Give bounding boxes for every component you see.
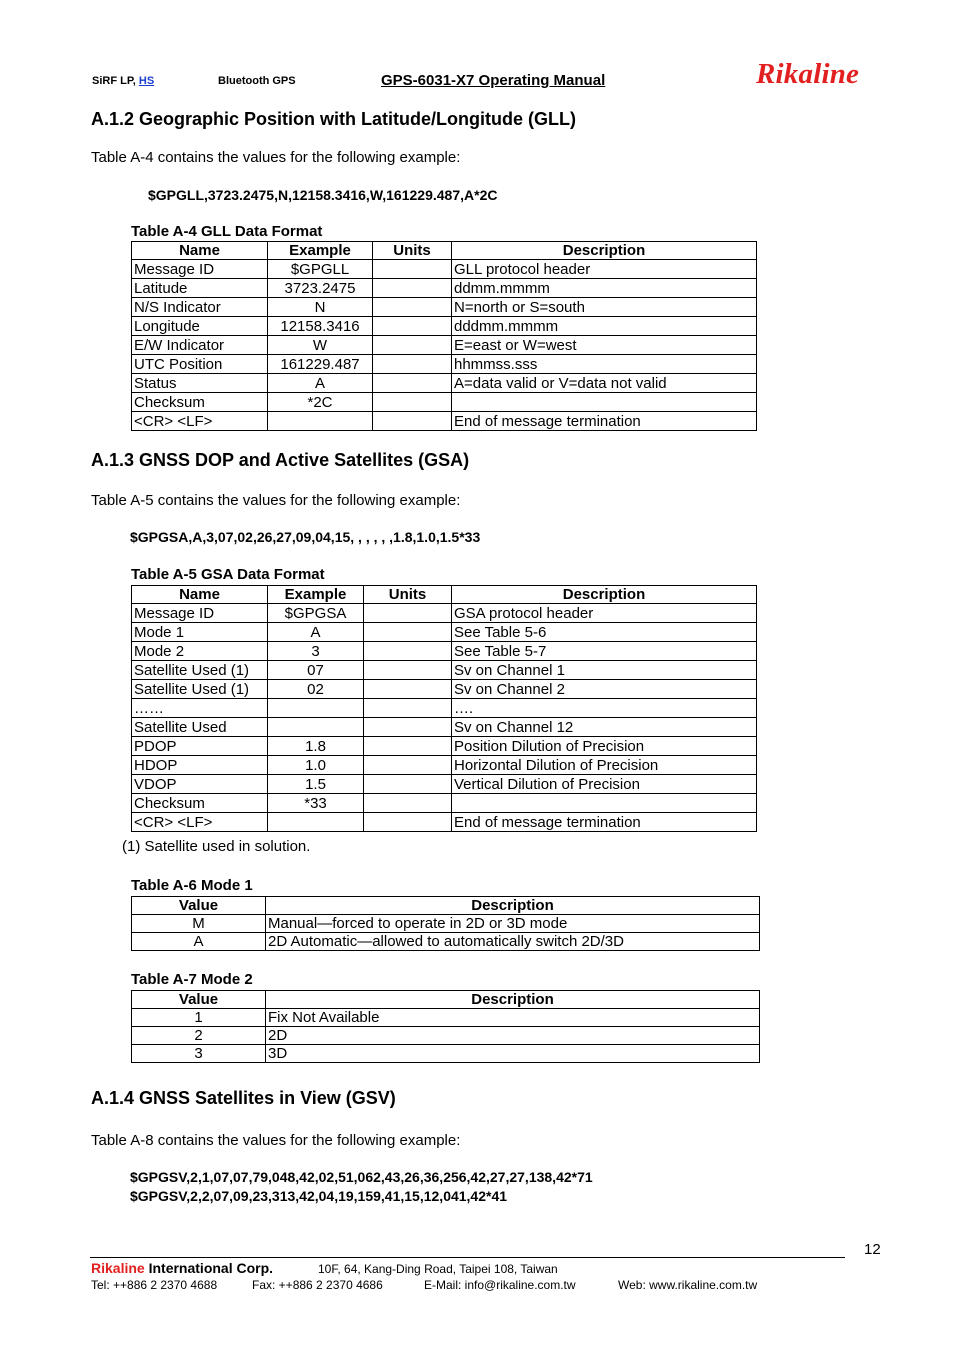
- table-cell: VDOP: [132, 775, 268, 794]
- table-cell: *2C: [268, 393, 373, 412]
- column-header: Description: [266, 991, 760, 1009]
- table-row: [132, 393, 757, 412]
- table-header-row: [132, 586, 757, 604]
- table-row: [132, 933, 760, 951]
- table-cell: Vertical Dilution of Precision: [452, 775, 757, 794]
- table-cell: 3: [132, 1045, 266, 1063]
- table-cell: See Table 5-7: [452, 642, 757, 661]
- table-cell: [364, 623, 452, 642]
- table-header-row: [132, 242, 757, 260]
- table-cell: Longitude: [132, 317, 268, 336]
- table-cell: 1: [132, 1009, 266, 1027]
- table-cell: [373, 374, 452, 393]
- table-cell: [373, 279, 452, 298]
- rikaline-logo: Rikaline: [756, 58, 860, 90]
- table-cell: Horizontal Dilution of Precision: [452, 756, 757, 775]
- mode2-table-caption: Table A-7 Mode 2: [131, 971, 253, 988]
- table-cell: <CR> <LF>: [132, 412, 268, 431]
- table-cell: [364, 794, 452, 813]
- table-cell: 3723.2475: [268, 279, 373, 298]
- table-cell: [373, 317, 452, 336]
- table-cell: [268, 412, 373, 431]
- table-cell: Fix Not Available: [266, 1009, 760, 1027]
- gsv-heading: A.1.4 GNSS Satellites in View (GSV): [91, 1088, 396, 1108]
- table-cell: 2: [132, 1027, 266, 1045]
- table-cell: See Table 5-6: [452, 623, 757, 642]
- table-cell: W: [268, 336, 373, 355]
- column-header: Units: [364, 586, 452, 604]
- table-row: [132, 298, 757, 317]
- table-cell: [452, 794, 757, 813]
- table-cell: [364, 642, 452, 661]
- gsv-example-2: $GPGSV,2,2,07,09,23,313,42,04,19,159,41,15,12,041,42*41: [130, 1188, 508, 1204]
- table-cell: 02: [268, 680, 364, 699]
- table-cell: End of message termination: [452, 412, 757, 431]
- table-cell: ddmm.mmmm: [452, 279, 757, 298]
- table-cell: A=data valid or V=data not valid: [452, 374, 757, 393]
- table-cell: [268, 718, 364, 737]
- column-header: Units: [373, 242, 452, 260]
- table-cell: Mode 1: [132, 623, 268, 642]
- column-header: Value: [132, 991, 266, 1009]
- header-sirf: [92, 75, 154, 87]
- table-cell: N: [268, 298, 373, 317]
- table-cell: 3D: [266, 1045, 760, 1063]
- table-cell: Checksum: [132, 794, 268, 813]
- gll-table: [131, 241, 757, 431]
- footer-company-brand: Rikaline: [91, 1260, 145, 1276]
- column-header: Name: [132, 586, 268, 604]
- table-row: [132, 604, 757, 623]
- table-cell: [364, 813, 452, 832]
- gll-intro: Table A-4 contains the values for the following example:: [91, 149, 461, 166]
- table-cell: PDOP: [132, 737, 268, 756]
- table-row: [132, 623, 757, 642]
- table-cell: [364, 775, 452, 794]
- table-row: [132, 374, 757, 393]
- table-cell: Manual—forced to operate in 2D or 3D mode: [266, 915, 760, 933]
- table-cell: [373, 336, 452, 355]
- table-cell: A: [268, 374, 373, 393]
- table-cell: GLL protocol header: [452, 260, 757, 279]
- table-row: [132, 260, 757, 279]
- gsa-table-caption: Table A-5 GSA Data Format: [131, 566, 325, 583]
- table-cell: [364, 718, 452, 737]
- gll-example: $GPGLL,3723.2475,N,12158.3416,W,161229.487,A*2C: [148, 187, 498, 203]
- table-row: [132, 412, 757, 431]
- column-header: Description: [452, 586, 757, 604]
- table-cell: Satellite Used (1): [132, 680, 268, 699]
- table-cell: ……: [132, 699, 268, 718]
- table-cell: [364, 737, 452, 756]
- mode1-table: [131, 896, 760, 951]
- page-number: 12: [864, 1241, 881, 1258]
- column-header: Example: [268, 242, 373, 260]
- table-cell: 161229.487: [268, 355, 373, 374]
- gsa-table: [131, 585, 757, 832]
- gsv-intro: Table A-8 contains the values for the following example:: [91, 1132, 461, 1149]
- table-cell: Satellite Used: [132, 718, 268, 737]
- footer-email[interactable]: E-Mail: info@rikaline.com.tw: [424, 1278, 576, 1292]
- header-sirf-text: SiRF LP,: [92, 75, 136, 87]
- table-row: [132, 737, 757, 756]
- table-cell: 1.0: [268, 756, 364, 775]
- table-cell: [452, 393, 757, 412]
- footer-company-rest: International Corp.: [144, 1260, 274, 1276]
- table-cell: 2D Automatic—allowed to automatically switch 2D/3D: [266, 933, 760, 951]
- table-row: [132, 756, 757, 775]
- table-row: [132, 718, 757, 737]
- table-row: [132, 699, 757, 718]
- table-cell: GSA protocol header: [452, 604, 757, 623]
- table-row: [132, 794, 757, 813]
- table-cell: UTC Position: [132, 355, 268, 374]
- table-row: [132, 915, 760, 933]
- gsa-footnote: (1) Satellite used in solution.: [122, 838, 311, 855]
- table-cell: [364, 756, 452, 775]
- table-cell: 1.8: [268, 737, 364, 756]
- table-cell: 12158.3416: [268, 317, 373, 336]
- mode2-table: [131, 990, 760, 1063]
- table-row: [132, 661, 757, 680]
- table-header-row: [132, 897, 760, 915]
- table-cell: End of message termination: [452, 813, 757, 832]
- gsa-heading: A.1.3 GNSS DOP and Active Satellites (GSA): [91, 450, 470, 470]
- header-title: GPS-6031-X7 Operating Manual: [381, 72, 606, 89]
- table-row: [132, 642, 757, 661]
- table-cell: [268, 813, 364, 832]
- table-cell: Message ID: [132, 604, 268, 623]
- table-row: [132, 317, 757, 336]
- table-cell: Message ID: [132, 260, 268, 279]
- table-cell: [268, 699, 364, 718]
- table-cell: 2D: [266, 1027, 760, 1045]
- footer-company: [91, 1260, 273, 1276]
- gll-heading: A.1.2 Geographic Position with Latitude/Longitude (GLL): [91, 109, 576, 129]
- table-row: [132, 813, 757, 832]
- table-cell: N=north or S=south: [452, 298, 757, 317]
- table-cell: E/W Indicator: [132, 336, 268, 355]
- gsa-intro: Table A-5 contains the values for the following example:: [91, 492, 461, 509]
- table-cell: Latitude: [132, 279, 268, 298]
- gsa-example: $GPGSA,A,3,07,02,26,27,09,04,15, , , , , ,1.8,1.0,1.5*33: [130, 529, 481, 545]
- table-cell: <CR> <LF>: [132, 813, 268, 832]
- table-cell: dddmm.mmmm: [452, 317, 757, 336]
- table-row: [132, 680, 757, 699]
- table-cell: HDOP: [132, 756, 268, 775]
- table-cell: Mode 2: [132, 642, 268, 661]
- table-row: [132, 1045, 760, 1063]
- table-cell: hhmmss.sss: [452, 355, 757, 374]
- table-cell: [373, 412, 452, 431]
- table-cell: [364, 680, 452, 699]
- table-cell: 1.5: [268, 775, 364, 794]
- table-row: [132, 355, 757, 374]
- column-header: Name: [132, 242, 268, 260]
- footer-web[interactable]: Web: www.rikaline.com.tw: [618, 1278, 758, 1292]
- column-header: Description: [452, 242, 757, 260]
- header-hs-link[interactable]: HS: [138, 75, 155, 87]
- table-row: [132, 775, 757, 794]
- table-cell: E=east or W=west: [452, 336, 757, 355]
- table-cell: [364, 604, 452, 623]
- table-cell: *33: [268, 794, 364, 813]
- table-row: [132, 1009, 760, 1027]
- gll-table-caption: Table A-4 GLL Data Format: [131, 223, 323, 240]
- footer-tel: Tel: ++886 2 2370 4688: [91, 1278, 218, 1292]
- column-header: Value: [132, 897, 266, 915]
- table-cell: ….: [452, 699, 757, 718]
- table-cell: Status: [132, 374, 268, 393]
- table-cell: A: [268, 623, 364, 642]
- table-cell: 07: [268, 661, 364, 680]
- table-cell: Satellite Used (1): [132, 661, 268, 680]
- footer-address: 10F, 64, Kang-Ding Road, Taipei 108, Taiwan: [318, 1262, 558, 1276]
- footer-divider: [90, 1257, 845, 1258]
- table-cell: A: [132, 933, 266, 951]
- table-cell: N/S Indicator: [132, 298, 268, 317]
- table-cell: [364, 661, 452, 680]
- table-cell: Sv on Channel 2: [452, 680, 757, 699]
- footer-fax: Fax: ++886 2 2370 4686: [252, 1278, 383, 1292]
- table-cell: [373, 355, 452, 374]
- table-cell: $GPGSA: [268, 604, 364, 623]
- table-cell: $GPGLL: [268, 260, 373, 279]
- table-cell: [373, 393, 452, 412]
- table-cell: 3: [268, 642, 364, 661]
- column-header: Description: [266, 897, 760, 915]
- table-cell: Checksum: [132, 393, 268, 412]
- table-cell: [364, 699, 452, 718]
- table-row: [132, 336, 757, 355]
- table-row: [132, 279, 757, 298]
- table-cell: Sv on Channel 12: [452, 718, 757, 737]
- mode1-table-caption: Table A-6 Mode 1: [131, 877, 253, 894]
- table-cell: [373, 260, 452, 279]
- table-header-row: [132, 991, 760, 1009]
- column-header: Example: [268, 586, 364, 604]
- table-cell: Sv on Channel 1: [452, 661, 757, 680]
- header-bluetooth: Bluetooth GPS: [218, 75, 296, 87]
- table-cell: M: [132, 915, 266, 933]
- table-cell: Position Dilution of Precision: [452, 737, 757, 756]
- table-cell: [373, 298, 452, 317]
- gsv-example-1: $GPGSV,2,1,07,07,79,048,42,02,51,062,43,26,36,256,42,27,27,138,42*71: [130, 1169, 593, 1185]
- table-row: [132, 1027, 760, 1045]
